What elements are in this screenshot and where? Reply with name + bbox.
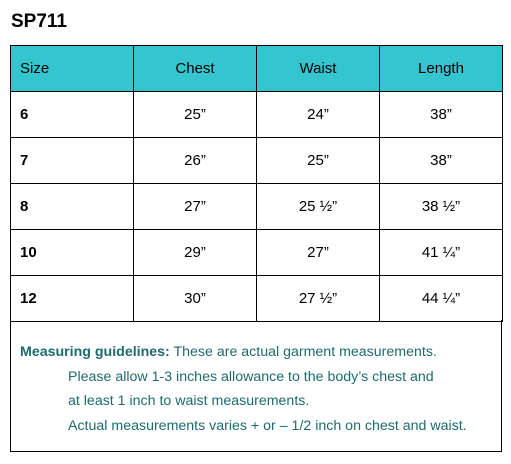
table-row (11, 184, 503, 230)
guidelines-intro-text: These are actual garment measurements. (169, 344, 437, 360)
waist-cell: 24” (257, 92, 380, 138)
waist-cell: 27 ½” (257, 276, 380, 322)
chest-cell: 27” (134, 184, 257, 230)
column-header-length: Length (380, 46, 503, 92)
guideline-text-line: at least 1 inch to waist measurements. (68, 393, 310, 409)
chest-cell: 26” (134, 138, 257, 184)
chest-cell: 25” (134, 92, 257, 138)
column-header-waist: Waist (257, 46, 380, 92)
waist-cell: 25” (257, 138, 380, 184)
size-cell: 7 (11, 138, 134, 184)
guidelines-first-line (20, 340, 437, 365)
guideline-text-line: Actual measurements varies + or – 1/2 inch on chest and waist. (68, 417, 467, 434)
length-cell: 38” (380, 92, 503, 138)
table-row (11, 276, 503, 322)
size-chart-header (11, 46, 503, 92)
table-row (11, 230, 503, 276)
length-cell: 44 ¼” (380, 276, 503, 322)
size-chart-body (11, 92, 503, 322)
guidelines-heading: Measuring guidelines: (20, 344, 170, 360)
waist-cell: 25 ½” (257, 184, 380, 230)
chest-cell: 29” (134, 230, 257, 276)
column-header-size: Size (11, 46, 134, 92)
header-row (11, 46, 503, 92)
size-cell: 6 (11, 92, 134, 138)
waist-cell: 27” (257, 230, 380, 276)
measuring-guidelines-box (10, 320, 502, 452)
length-cell: 41 ¼” (380, 230, 503, 276)
table-row (11, 92, 503, 138)
product-code-title: SP711 (11, 11, 67, 32)
table-row (11, 138, 503, 184)
size-chart-table (10, 45, 503, 322)
guideline-text-line: Please allow 1-3 inches allowance to the body’s chest and (68, 368, 434, 385)
size-cell: 8 (11, 184, 134, 230)
length-cell: 38” (380, 138, 503, 184)
size-cell: 12 (11, 276, 134, 322)
size-cell: 10 (11, 230, 134, 276)
column-header-chest: Chest (134, 46, 257, 92)
chest-cell: 30” (134, 276, 257, 322)
length-cell: 38 ½” (380, 184, 503, 230)
